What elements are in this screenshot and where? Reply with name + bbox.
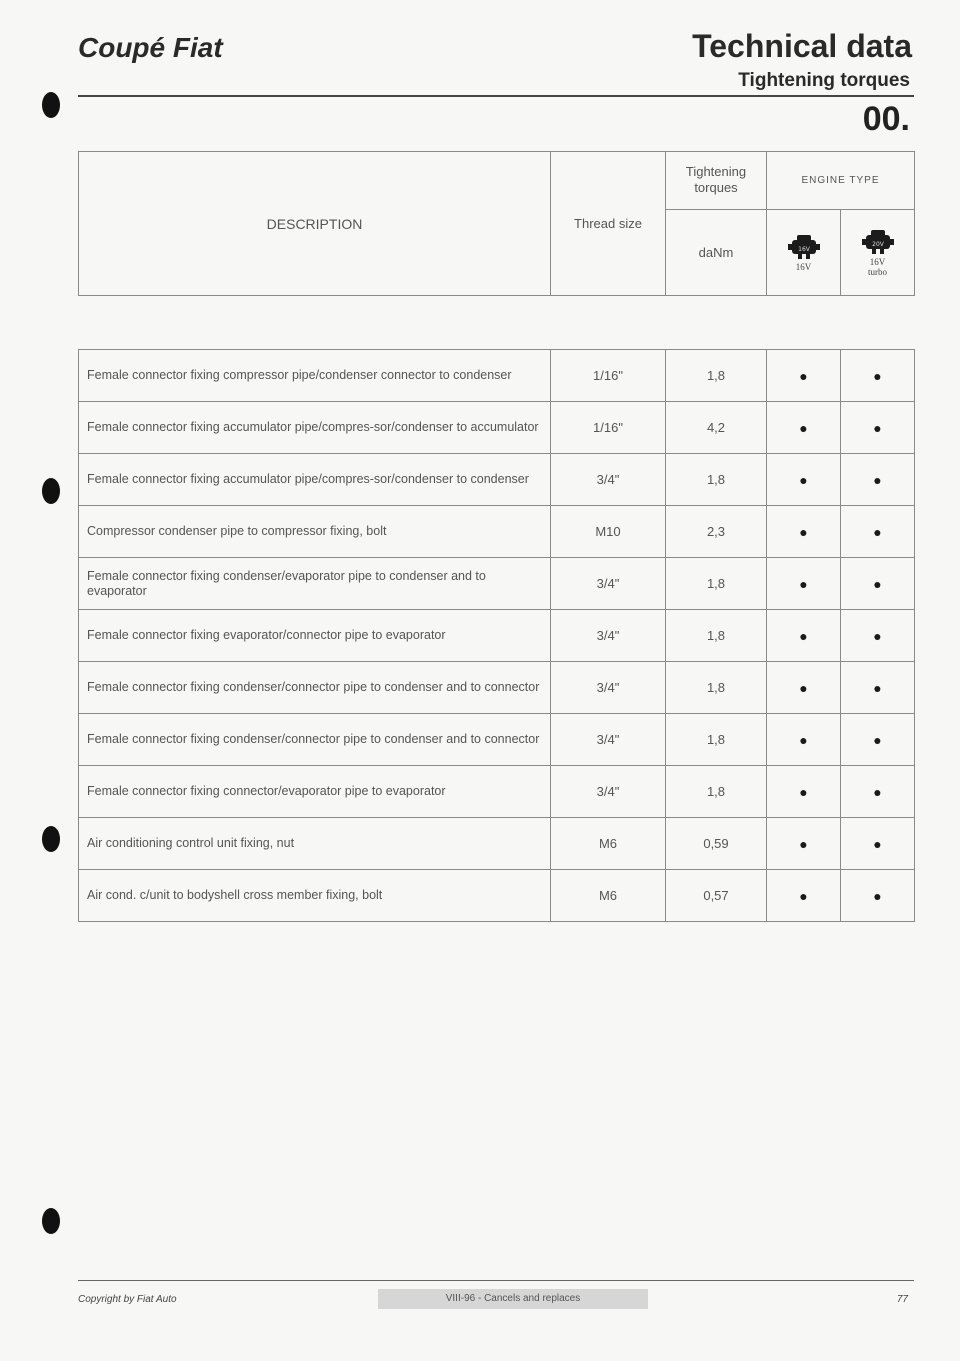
torque-cell: 2,3	[666, 506, 767, 558]
thread-size-cell: 3/4"	[551, 714, 666, 766]
engine-16v-turbo-cell	[841, 714, 915, 766]
footer-rule	[78, 1280, 914, 1281]
engine-badge: 20V	[871, 241, 884, 249]
description-cell: Air conditioning control unit fixing, nut	[79, 818, 551, 870]
section-number: 00.	[862, 100, 910, 138]
torque-cell: 4,2	[666, 402, 767, 454]
engine-icon	[788, 232, 820, 260]
applicable-dot: ●	[873, 731, 882, 748]
engine-16v-turbo-cell	[841, 610, 915, 662]
applicable-dot: ●	[799, 575, 808, 592]
applicable-dot: ●	[799, 523, 808, 540]
thread-size-cell: M6	[551, 818, 666, 870]
thread-size-cell: M6	[551, 870, 666, 922]
applicable-dot: ●	[873, 627, 882, 644]
copyright-text: Copyright by Fiat Auto	[78, 1294, 177, 1305]
table-row	[79, 662, 915, 714]
table-header	[78, 151, 915, 296]
torque-cell: 0,59	[666, 818, 767, 870]
engine-column-16v	[767, 209, 841, 295]
thread-size-cell: 3/4"	[551, 558, 666, 610]
torque-cell: 1,8	[666, 558, 767, 610]
binder-hole-1	[42, 92, 60, 118]
applicable-dot: ●	[799, 627, 808, 644]
description-cell: Female connector fixing condenser/connector pipe to condenser and to connector	[79, 662, 551, 714]
applicable-dot: ●	[799, 731, 808, 748]
tightening-torques-header: Tightening torques	[666, 152, 767, 210]
engine-badge: 16V	[797, 246, 810, 254]
torque-cell: 1,8	[666, 610, 767, 662]
binder-hole-4	[42, 1208, 60, 1234]
torque-cell: 1,8	[666, 662, 767, 714]
description-cell: Compressor condenser pipe to compressor fixing, bolt	[79, 506, 551, 558]
description-cell: Air cond. c/unit to bodyshell cross member fixing, bolt	[79, 870, 551, 922]
thread-size-cell: 3/4"	[551, 610, 666, 662]
turbo-engine-icon	[862, 227, 894, 255]
applicable-dot: ●	[873, 471, 882, 488]
engine-16v-turbo-cell	[841, 558, 915, 610]
engine-type-header: ENGINE TYPE	[767, 152, 915, 210]
engine-16v-turbo-cell	[841, 662, 915, 714]
applicable-dot: ●	[799, 887, 808, 904]
torque-table	[78, 349, 915, 922]
engine-16v-cell	[767, 558, 841, 610]
engine-16v-turbo-cell	[841, 506, 915, 558]
engine-16v-cell	[767, 454, 841, 506]
thread-size-cell: 3/4"	[551, 766, 666, 818]
applicable-dot: ●	[873, 367, 882, 384]
table-row	[79, 610, 915, 662]
thread-size-cell: 1/16"	[551, 402, 666, 454]
table-row	[79, 506, 915, 558]
engine-16v-turbo-cell	[841, 454, 915, 506]
description-cell: Female connector fixing accumulator pipe/compres-sor/condenser to accumulator	[79, 402, 551, 454]
applicable-dot: ●	[873, 575, 882, 592]
engine-16v-cell	[767, 610, 841, 662]
description-header: DESCRIPTION	[79, 152, 551, 296]
table-row	[79, 818, 915, 870]
applicable-dot: ●	[873, 419, 882, 436]
applicable-dot: ●	[873, 835, 882, 852]
torque-cell: 0,57	[666, 870, 767, 922]
thread-size-header: Thread size	[551, 152, 666, 296]
binder-hole-3	[42, 826, 60, 852]
binder-hole-2	[42, 478, 60, 504]
thread-size-cell: 3/4"	[551, 662, 666, 714]
table-row	[79, 454, 915, 506]
applicable-dot: ●	[873, 679, 882, 696]
engine-16v-turbo-cell	[841, 870, 915, 922]
header-rule	[78, 95, 914, 97]
engine-16v-cell	[767, 714, 841, 766]
engine-label-16v: 16V	[795, 262, 812, 273]
engine-16v-turbo-cell	[841, 350, 915, 402]
thread-size-cell: 1/16"	[551, 350, 666, 402]
applicable-dot: ●	[799, 783, 808, 800]
table-row	[79, 350, 915, 402]
description-cell: Female connector fixing connector/evaporator pipe to evaporator	[79, 766, 551, 818]
description-cell: Female connector fixing accumulator pipe/compres-sor/condenser to condenser	[79, 454, 551, 506]
table-row	[79, 402, 915, 454]
engine-16v-cell	[767, 870, 841, 922]
engine-16v-cell	[767, 350, 841, 402]
table-row	[79, 558, 915, 610]
engine-16v-cell	[767, 662, 841, 714]
description-cell: Female connector fixing condenser/evaporator pipe to condenser and to evaporator	[79, 558, 551, 610]
applicable-dot: ●	[873, 523, 882, 540]
applicable-dot: ●	[799, 679, 808, 696]
applicable-dot: ●	[799, 835, 808, 852]
page-subtitle: Tightening torques	[738, 70, 910, 91]
applicable-dot: ●	[799, 419, 808, 436]
engine-16v-cell	[767, 766, 841, 818]
thread-size-cell: M10	[551, 506, 666, 558]
table-row	[79, 714, 915, 766]
applicable-dot: ●	[799, 471, 808, 488]
engine-16v-turbo-cell	[841, 818, 915, 870]
torque-cell: 1,8	[666, 766, 767, 818]
applicable-dot: ●	[799, 367, 808, 384]
page-title: Technical data	[692, 28, 912, 64]
applicable-dot: ●	[873, 887, 882, 904]
torque-cell: 1,8	[666, 454, 767, 506]
engine-16v-cell	[767, 402, 841, 454]
applicable-dot: ●	[873, 783, 882, 800]
table-row	[79, 870, 915, 922]
unit-header: daNm	[666, 209, 767, 295]
engine-column-16v-turbo	[841, 209, 915, 295]
description-cell: Female connector fixing evaporator/connector pipe to evaporator	[79, 610, 551, 662]
engine-16v-turbo-cell	[841, 402, 915, 454]
description-cell: Female connector fixing compressor pipe/condenser connector to condenser	[79, 350, 551, 402]
engine-label-16v-turbo: 16V turbo	[868, 257, 887, 278]
engine-16v-cell	[767, 818, 841, 870]
brand-title: Coupé Fiat	[78, 32, 223, 63]
engine-16v-turbo-cell	[841, 766, 915, 818]
torque-cell: 1,8	[666, 714, 767, 766]
engine-16v-cell	[767, 506, 841, 558]
edition-badge: VIII-96 - Cancels and replaces	[378, 1289, 648, 1309]
torque-cell: 1,8	[666, 350, 767, 402]
page-number: 77	[896, 1294, 908, 1305]
description-cell: Female connector fixing condenser/connector pipe to condenser and to connector	[79, 714, 551, 766]
thread-size-cell: 3/4"	[551, 454, 666, 506]
table-row	[79, 766, 915, 818]
